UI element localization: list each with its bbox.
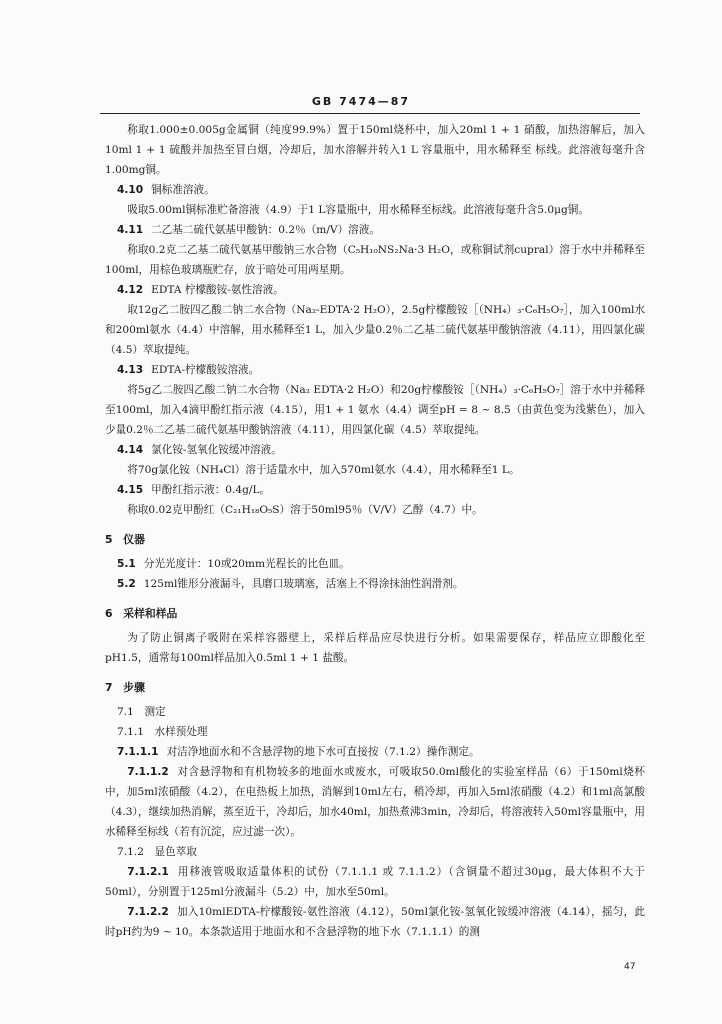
section-number: 7.1.2.1 <box>127 866 169 878</box>
section-4-13 <box>105 360 645 380</box>
standard-code-header: GB 7474—87 <box>311 95 411 108</box>
section-5-1 <box>105 554 645 574</box>
spacer <box>105 594 645 604</box>
section-title: 甲酚红指示液：0.4g/L。 <box>151 484 271 496</box>
section-4-14 <box>105 440 645 460</box>
page-number: 47 <box>624 962 636 972</box>
section-4-15 <box>105 480 645 500</box>
section-4-12 <box>105 280 645 300</box>
heading-5-instruments: 5 仪器 <box>105 533 145 546</box>
spacer <box>105 520 645 530</box>
paragraph-4-14: 将70g氯化铵（NH₄Cl）溶于适量水中，加入570ml氨水（4.4），用水稀释至1 L。 <box>127 464 520 476</box>
section-7-1-2-1 <box>105 862 645 902</box>
section-number: 7.1.2.2 <box>127 906 169 918</box>
section-title: EDTA-柠檬酸铵溶液。 <box>151 364 260 376</box>
section-text: 对含悬浮物和有机物较多的地面水或废水，可吸取50.0ml酸化的实验室样品（6）于150ml烧杯中，加5ml浓硝酸（4.2），在电热板上加热，消解到10ml左右，稍冷却，再加入5ml浓硝酸（4.2）和1ml高氯酸（4.3），继续加热消解，蒸至近干，冷却后，加水40ml，加热煮沸3min，冷却后，将溶液转入50ml容量瓶中，用水稀释至标线（若有沉淀，应过滤一次）。 <box>105 766 645 838</box>
spacer <box>105 668 645 678</box>
section-7-1: 7.1 测定 <box>117 706 166 718</box>
section-7-1-1-2 <box>105 762 645 842</box>
section-number: 4.15 <box>117 484 144 496</box>
section-7-1-2-2 <box>105 902 645 942</box>
paragraph-copper-stock: 称取1.000±0.005g金属铜（纯度99.9%）置于150ml烧杯中，加入20ml 1 + 1 硝酸，加热溶解后，加入10ml 1 + 1 硫酸并加热至冒白烟，冷却后，加水溶解并转入1 L 容量瓶中，用水稀释至 标线。此溶液每毫升含1.00mg铜。 <box>105 124 645 176</box>
section-title: 二乙基二硫代氨基甲酸钠：0.2％（m/V）溶液。 <box>151 224 380 236</box>
section-number: 4.13 <box>117 364 144 376</box>
paragraph-4-15: 称取0.02克甲酚红（C₂₁H₁₈O₅S）溶于50ml95％（V/V）乙醇（4.7）中。 <box>127 504 483 516</box>
paragraph-4-10: 吸取5.00ml铜标准贮备溶液（4.9）于1 L容量瓶中，用水稀释至标线。此溶液每毫升含5.0μg铜。 <box>127 204 589 216</box>
paragraph-4-11: 称取0.2克二乙基二硫代氨基甲酸钠三水合物（C₅H₁₀NS₂Na·3 H₂O，或称铜试剂cupral）溶于水中并稀释至100ml，用棕色玻璃瓶贮存，放于暗处可用两星期。 <box>105 244 645 276</box>
section-number: 7.1.1.2 <box>127 766 169 778</box>
paragraph-6: 为了防止铜离子吸附在采样容器壁上，采样后样品应尽快进行分析。如果需要保存，样品应立即酸化至pH1.5，通常每100ml样品加入0.5ml 1 + 1 盐酸。 <box>105 632 645 664</box>
section-title: 铜标准溶液。 <box>151 184 215 196</box>
section-7-1-1: 7.1.1 水样预处理 <box>117 726 208 738</box>
section-number: 7.1.1.1 <box>117 746 159 758</box>
section-5-2 <box>105 574 645 594</box>
section-number: 4.12 <box>117 284 144 296</box>
section-number: 5.1 <box>117 558 136 570</box>
section-number: 4.10 <box>117 184 144 196</box>
section-number: 4.14 <box>117 444 144 456</box>
section-text: 125ml锥形分液漏斗，具磨口玻璃塞，活塞上不得涂抹油性润滑剂。 <box>143 578 464 590</box>
section-number: 5.2 <box>117 578 136 590</box>
section-text: 对洁净地面水和不含悬浮物的地下水可直接按（7.1.2）操作测定。 <box>166 746 480 758</box>
heading-6-sampling: 6 采样和样品 <box>105 607 178 620</box>
section-title: 氯化铵-氢氧化铵缓冲溶液。 <box>151 444 282 456</box>
section-7-1-2: 7.1.2 显色萃取 <box>117 846 197 858</box>
paragraph-4-13: 将5g乙二胺四乙酸二钠二水合物（Na₂ EDTA·2 H₂O）和20g柠檬酸铵［（NH₄）₃·C₆H₅O₇］溶于水中并稀释至100ml，加入4滴甲酚红指示液（4.15），用1 + 1 氨水（4.4）调至pH = 8 ~ 8.5（由黄色变为浅紫色），加入少量0.2％二乙基二硫代氨基甲酸钠溶液（4.11），用四氯化碳（4.5）萃取提纯。 <box>105 384 645 436</box>
section-number: 4.11 <box>117 224 144 236</box>
section-4-10 <box>105 180 645 200</box>
section-text: 用移液管吸取适量体积的试份（7.1.1.1 或 7.1.1.2）（含铜量不超过30μg，最大体积不大于50ml），分别置于125ml分液漏斗（5.2）中，加水至50ml。 <box>105 866 645 898</box>
header-rule <box>100 113 640 114</box>
section-7-1-1-1 <box>105 742 645 762</box>
section-title: EDTA 柠檬酸铵-氨性溶液。 <box>151 284 284 296</box>
section-text: 分光光度计：10或20mm光程长的比色皿。 <box>143 558 350 570</box>
section-text: 加入10mlEDTA-柠檬酸铵-氨性溶液（4.12），50ml氯化铵-氢氧化铵缓冲溶液（4.14），摇匀，此时pH约为9 ~ 10。本条款适用于地面水和不含悬浮物的地下水（7.1.1.1）的测 <box>105 906 645 938</box>
document-body <box>105 120 645 942</box>
heading-7-procedure: 7 步骤 <box>105 681 145 694</box>
section-4-11 <box>105 220 645 240</box>
paragraph-4-12: 取12g乙二胺四乙酸二钠二水合物（Na₂-EDTA·2 H₂O），2.5g柠檬酸铵［（NH₄）₃·C₆H₅O₇］，加入100ml水和200ml氨水（4.4）中溶解，用水稀释至1 L，加入少量0.2％二乙基二硫代氨基甲酸钠溶液（4.11），用四氯化碳（4.5）萃取提纯。 <box>105 304 645 356</box>
